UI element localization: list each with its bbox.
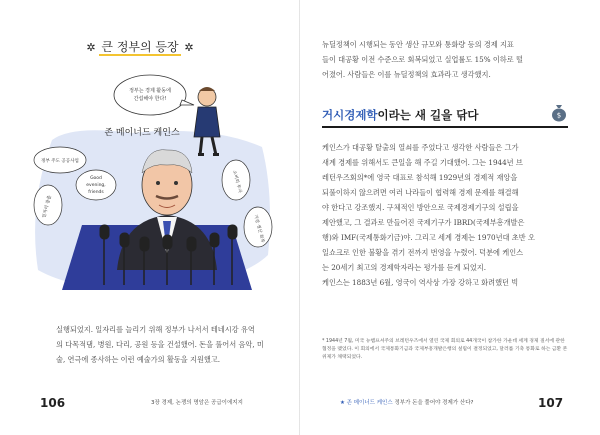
right-top-text [322, 37, 568, 82]
left-body-text [56, 322, 284, 367]
svg-text:소비와 투자: 소비와 투자 [231, 170, 242, 194]
section-heading-rule [322, 126, 568, 128]
section-heading-text [322, 108, 478, 122]
svg-text:evening,: evening, [86, 183, 106, 188]
footnote: * 1944년 7월, 미국 뉴햄프셔주의 브레턴우즈에서 열린 국제 회의로 44개국이 참가한 가운데 세계 경제 질서에 관한 협정을 맺었다. 이 회의에서 국제통화기금과 국제부흥개발은행의 설립이 결정되었고, 달러를 기축 통화로 하는 금환 본위제가 채택되었다. [322, 339, 568, 360]
star-right-icon: ✲ [184, 41, 194, 54]
svg-text:friends: friends [88, 190, 104, 195]
svg-text:정부 주도 공공사업: 정부 주도 공공사업 [41, 159, 79, 164]
right-body-text [322, 140, 568, 290]
right-page [300, 0, 600, 435]
footer-left: 3장 경제, 논쟁의 명암은 공급이에지지 [151, 400, 243, 406]
keynes-illustration [22, 55, 278, 325]
right-body-line: 야 한다고 강조했지. 구체적인 방안으로 국제경제기구의 설립을 [322, 203, 519, 212]
svg-text:$: $ [556, 111, 562, 120]
page-number-right: 107 [538, 396, 564, 410]
name-label: 존 메이너드 케인스 [104, 128, 180, 138]
right-body-line: 제안했고, 그 결과로 만들어진 국제기구가 IBRD(국제부흥개발은 [322, 218, 525, 227]
section-heading [322, 104, 568, 128]
right-top-line: 들이 대공황 이전 수준으로 회복되었고 실업률도 15% 이하로 떨 [322, 55, 523, 64]
svg-text:Good: Good [90, 176, 102, 181]
right-top-line: 뉴딜정책이 시행되는 동안 생산 규모와 통화량 등의 경제 지표 [322, 40, 514, 49]
section-heading-rest: 이라는 새 길을 닦다 [377, 108, 479, 122]
page-number-left: 106 [40, 396, 66, 410]
right-body-line: 되풀이하지 않으려면 여러 나라들이 협력해 경제 문제를 해결해 [322, 188, 519, 197]
speech-bubble [114, 75, 186, 115]
footer-right-accent: ★ 존 메이너드 케인스 [340, 400, 393, 406]
right-body-line: 는 20세기 최고의 경제학자라는 평가를 듣게 되었지. [322, 263, 487, 272]
star-left-icon: ✲ [86, 41, 96, 54]
right-body-line: 일쇼크로 인한 불황을 겪기 전까지 번영을 누렸어. 덕분에 케인스 [322, 248, 524, 257]
speech-bubble-line2: 간섭해야 한다! [133, 96, 167, 102]
svg-text:일자리 창출: 일자리 창출 [42, 195, 53, 219]
svg-text:가장 생산 회복: 가장 생산 회복 [252, 214, 265, 244]
left-paragraph-line: 술, 연극에 종사하는 이런 예술가의 활동을 지원했고. [56, 355, 221, 364]
right-body-line: 새계 경제를 위해서도 큰일을 해 주길 기대했어. 그는 1944년 브 [322, 158, 523, 167]
left-paragraph-line: 의 다목적댐, 병원, 다리, 공원 등을 건설했어. 돈을 풀어서 음악, 미 [56, 340, 264, 349]
right-body-line: 케인스는 1883년 6월, 영국이 역사상 가장 강하고 화려했던 빅 [322, 278, 519, 287]
section-heading-accent: 거시경제학 [322, 108, 378, 122]
right-body-line: 케인스가 대공황 탈출의 열쇠를 주었다고 생각한 사람들은 그가 [322, 143, 519, 152]
chapter-title-text: 큰 정부의 등장 [101, 40, 179, 54]
footer-right-rest: 정부가 돈을 풀어야 경제가 산다? [394, 400, 474, 406]
right-body-line: 행)와 IMF(국제통화기금)야. 그리고 세계 경제는 1970년대 초반 오 [322, 233, 535, 242]
right-top-line: 어졌어. 사람들은 이를 뉴딜정책의 효과라고 생각했지. [322, 70, 491, 79]
right-body-line: 레턴우즈회의*에 영국 대표로 참석해 1929년의 경제적 재앙을 [322, 173, 518, 182]
footer-right [340, 398, 473, 406]
chapter-title [60, 38, 220, 55]
money-bag-icon [550, 102, 568, 122]
left-paragraph-line: 실행되었지. 일자리를 늘리기 위해 정부가 나서서 테네시강 유역 [56, 325, 255, 334]
speech-bubble-line1: 정부는 경제 활동에 [129, 88, 171, 94]
